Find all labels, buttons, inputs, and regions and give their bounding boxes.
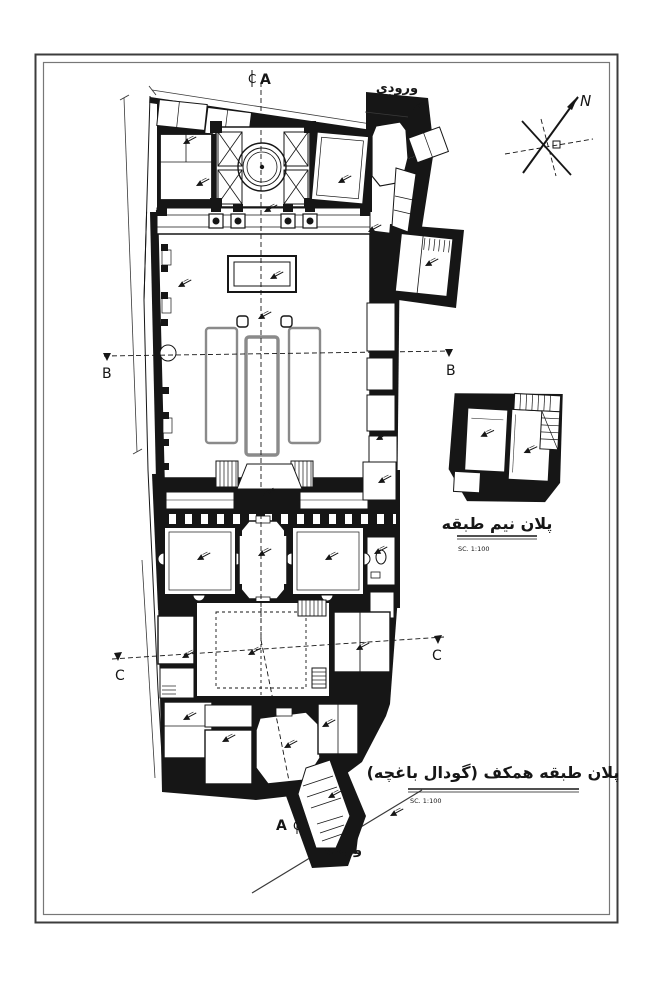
ground-title-block xyxy=(367,763,620,805)
mezzanine-title: پلان نیم طبقه xyxy=(441,514,553,533)
section-b-right-label: B xyxy=(446,363,456,379)
stair-top-right xyxy=(298,600,326,616)
mezzanine-scale-note: SC. 1:100 xyxy=(458,545,490,553)
site-wedge xyxy=(128,100,157,214)
section-b-left-label: B xyxy=(102,366,112,382)
ground-scale-note: SC. 1:100 xyxy=(410,797,442,805)
centerline-symbol-top: C xyxy=(248,72,257,86)
room-south-right xyxy=(286,527,370,601)
room-south-left xyxy=(158,527,242,601)
room-northeast xyxy=(311,132,369,204)
entrance-top-label: ورودی xyxy=(375,81,419,96)
section-c-right-label: C xyxy=(432,648,442,664)
porch-colonnade xyxy=(157,204,370,234)
centerline-symbol-bottom: C xyxy=(293,819,302,833)
section-c-left-label: C xyxy=(115,668,125,684)
stair-left xyxy=(216,461,238,487)
section-a-bottom-label: A xyxy=(276,818,287,834)
stair-mid-right xyxy=(312,668,326,688)
porch-step xyxy=(237,464,302,489)
compass-north-label: N xyxy=(580,92,592,110)
mezzanine-title-block xyxy=(442,514,553,553)
dome-hall xyxy=(210,121,316,210)
ground-title: پلان طبقه همکف (گودال باغچه) xyxy=(366,763,620,782)
east-wing xyxy=(367,122,453,618)
section-a-top-label: A xyxy=(260,72,271,88)
entrance-bottom-label: ورودی xyxy=(319,843,362,858)
compass-rose-icon xyxy=(505,92,593,176)
mezzanine-plan xyxy=(447,388,565,506)
pier-wall xyxy=(164,514,396,524)
octagonal-hall xyxy=(236,516,290,604)
courtyard xyxy=(158,234,370,478)
east-room xyxy=(395,233,453,296)
